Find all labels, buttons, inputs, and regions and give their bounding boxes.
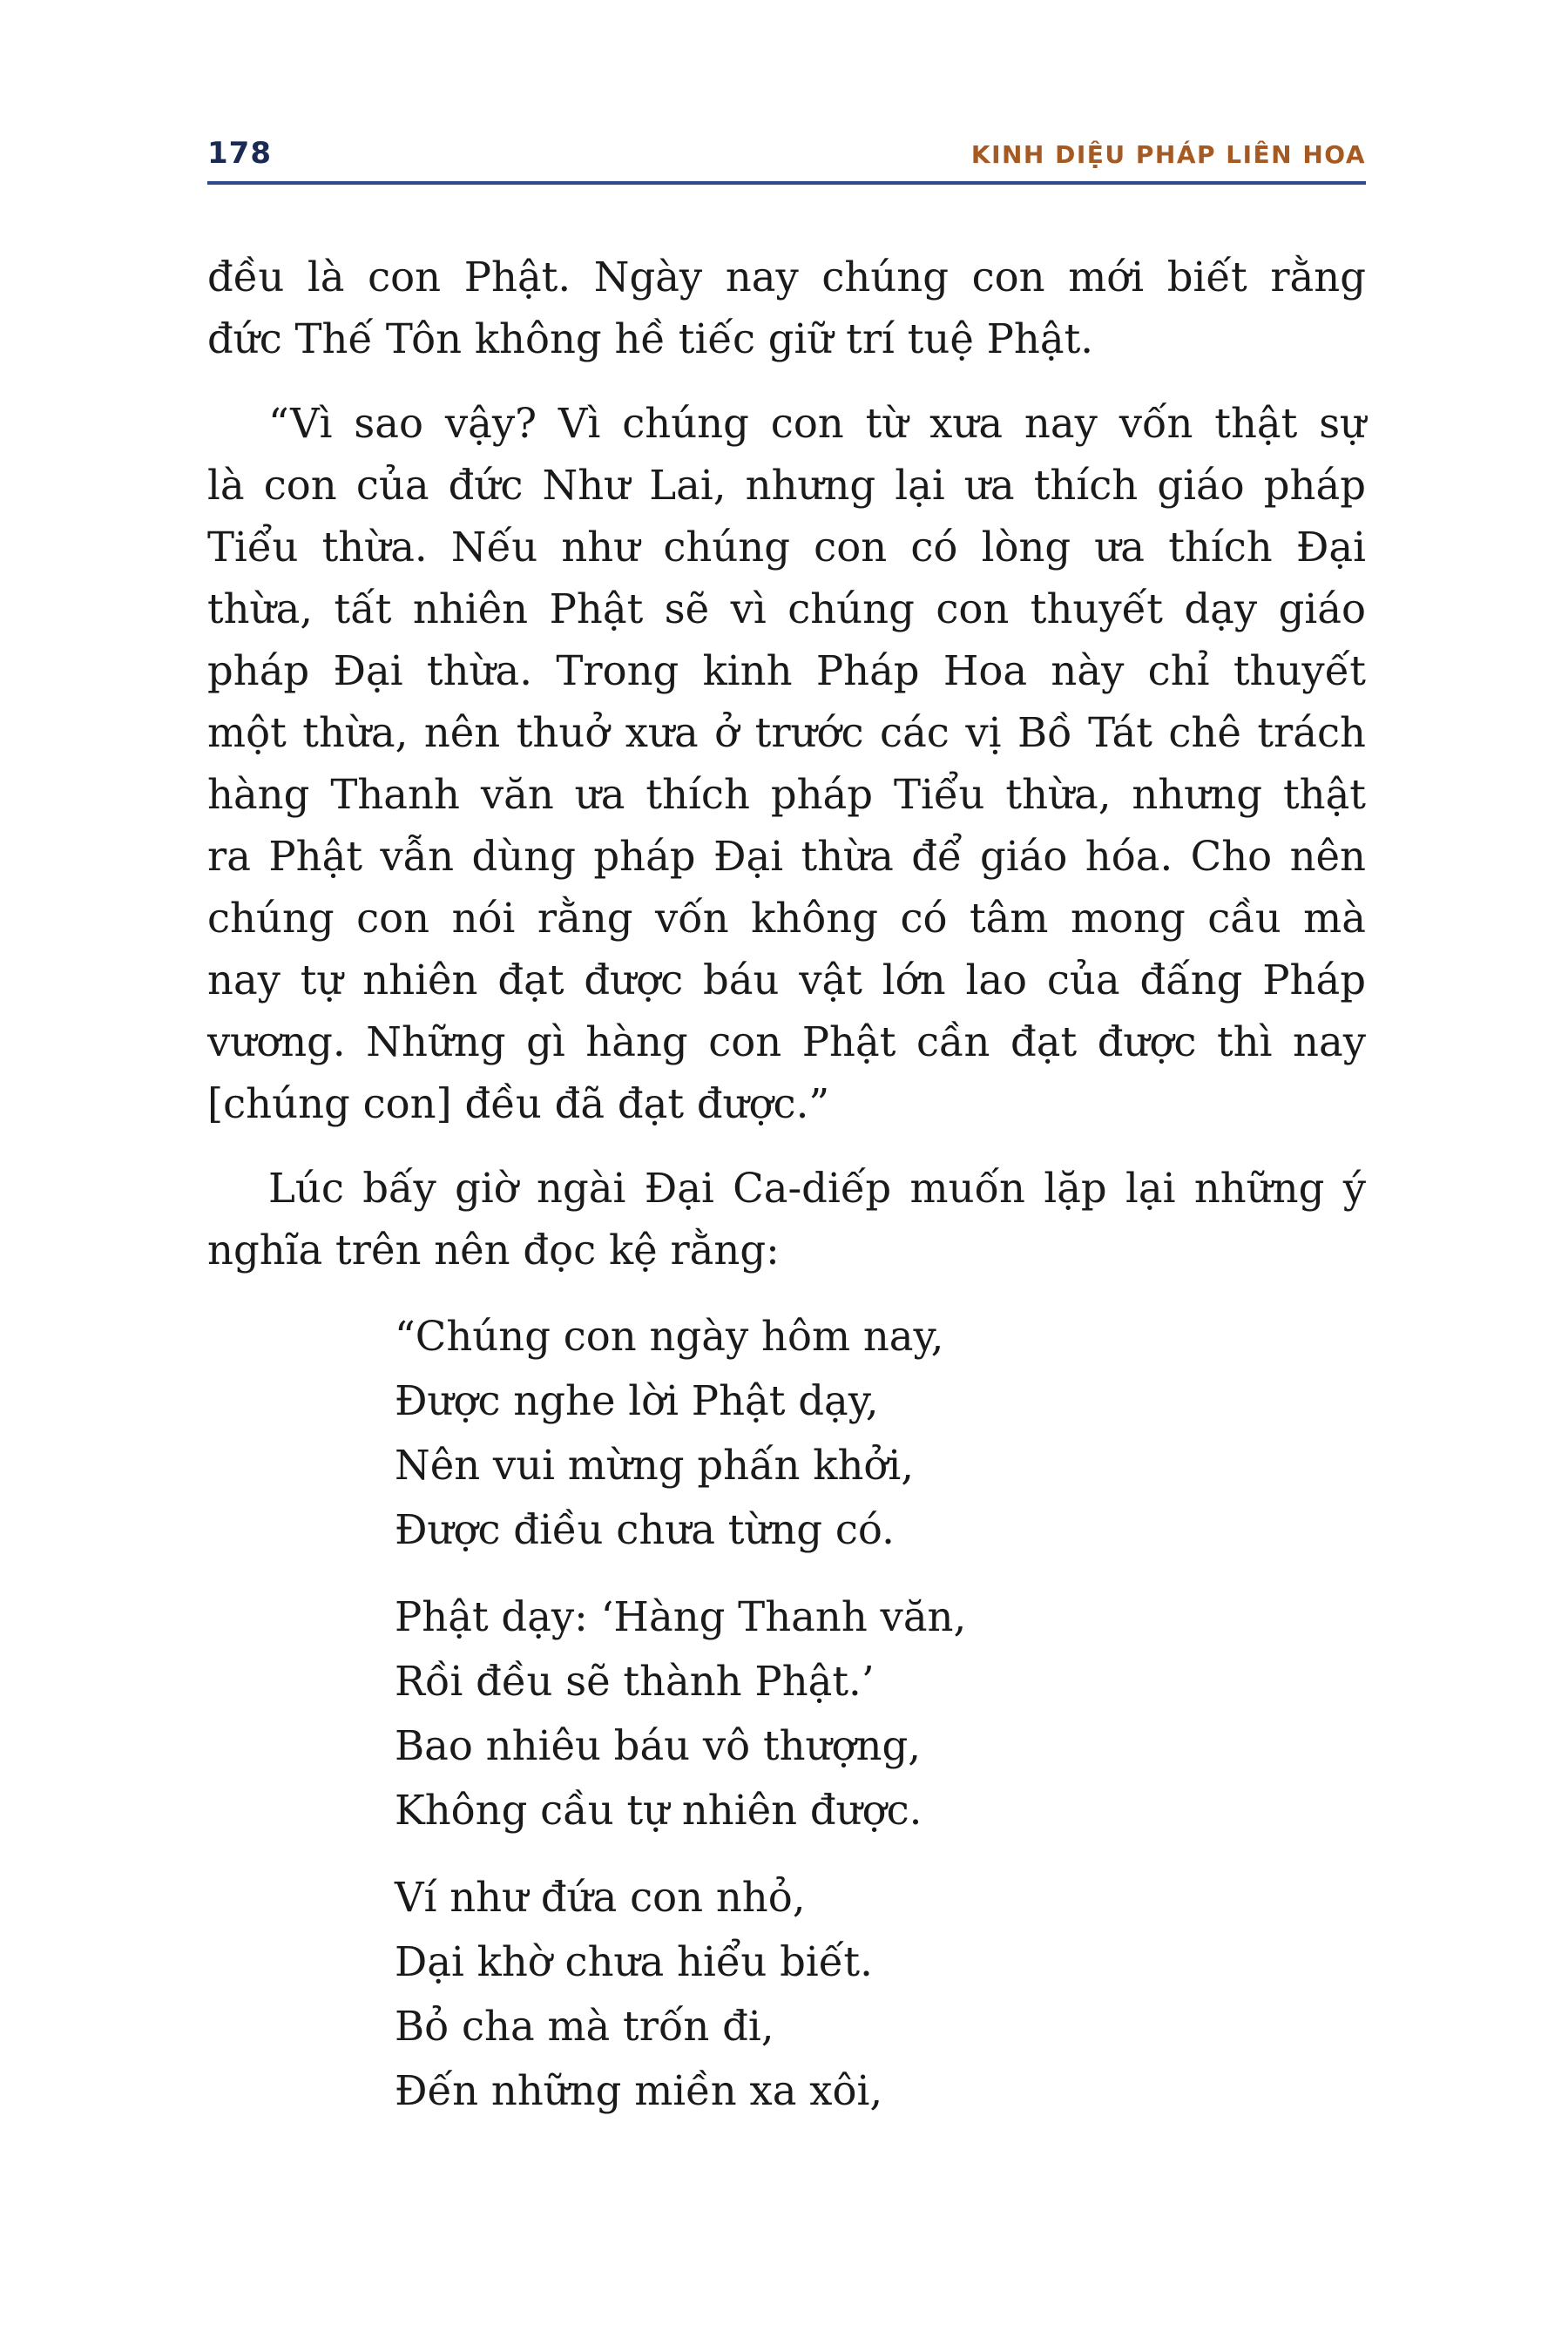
paragraph-verse-intro — [207, 1158, 1366, 1281]
verse-line: Bỏ cha mà trốn đi, — [395, 2003, 774, 2050]
verse-line: Được điều chưa từng có. — [395, 1506, 895, 1553]
verse-stanza — [395, 1585, 1366, 1842]
text-line: Lúc bấy giờ ngài Đại Ca-diếp muốn lặp lại những ý — [268, 1165, 1366, 1212]
verse-line: Bao nhiêu báu vô thượng, — [395, 1722, 922, 1769]
verse-line: Được nghe lời Phật dạy, — [395, 1377, 879, 1424]
text-line: chúng con nói rằng vốn không có tâm mong cầu mà — [207, 895, 1366, 942]
text-line: đều là con Phật. Ngày nay chúng con mới biết rằng — [207, 253, 1366, 301]
text-line: đức Thế Tôn không hề tiếc giữ trí tuệ Phật. — [207, 315, 1094, 362]
text-line: thừa, tất nhiên Phật sẽ vì chúng con thuyết dạy giáo — [207, 585, 1366, 632]
body-text — [207, 247, 1366, 2146]
verse-line: Ví như đứa con nhỏ, — [395, 1874, 806, 1921]
verse-line: Dại khờ chưa hiểu biết. — [395, 1938, 873, 1985]
text-line: một thừa, nên thuở xưa ở trước các vị Bồ Tát chê trách — [207, 709, 1366, 756]
text-line: nay tự nhiên đạt được báu vật lớn lao của đấng Pháp — [207, 956, 1366, 1004]
text-line: hàng Thanh văn ưa thích pháp Tiểu thừa, nhưng thật — [207, 771, 1366, 818]
paragraph-quote — [207, 393, 1366, 1135]
page-number: 178 — [207, 136, 272, 171]
verse-stanza — [395, 1304, 1366, 1562]
text-line: pháp Đại thừa. Trong kinh Pháp Hoa này chỉ thuyết — [207, 647, 1366, 694]
verse-line: Phật dạy: ‘Hàng Thanh văn, — [395, 1593, 967, 1640]
page-header — [207, 122, 1366, 185]
verse-line: Không cầu tự nhiên được. — [395, 1787, 923, 1834]
text-line: nghĩa trên nên đọc kệ rằng: — [207, 1227, 780, 1274]
paragraph-continuation — [207, 247, 1366, 370]
text-line: là con của đức Như Lai, nhưng lại ưa thích giáo pháp — [207, 462, 1366, 509]
text-line: [chúng con] đều đã đạt được.” — [207, 1080, 830, 1127]
text-line: ra Phật vẫn dùng pháp Đại thừa để giáo hóa. Cho nên — [207, 833, 1366, 880]
text-line: vương. Những gì hàng con Phật cần đạt được thì nay — [207, 1018, 1366, 1065]
verse-line: Rồi đều sẽ thành Phật.’ — [395, 1658, 875, 1705]
verse-line: “Chúng con ngày hôm nay, — [395, 1313, 944, 1360]
text-line: “Vì sao vậy? Vì chúng con từ xưa nay vốn thật sự — [268, 400, 1366, 447]
verse-stanza — [395, 1865, 1366, 2123]
text-line: Tiểu thừa. Nếu như chúng con có lòng ưa thích Đại — [207, 524, 1366, 571]
running-head-title: KINH DIỆU PHÁP LIÊN HOA — [970, 140, 1366, 169]
verse-line: Nên vui mừng phấn khởi, — [395, 1442, 915, 1489]
verse-line: Đến những miền xa xôi, — [395, 2067, 883, 2114]
